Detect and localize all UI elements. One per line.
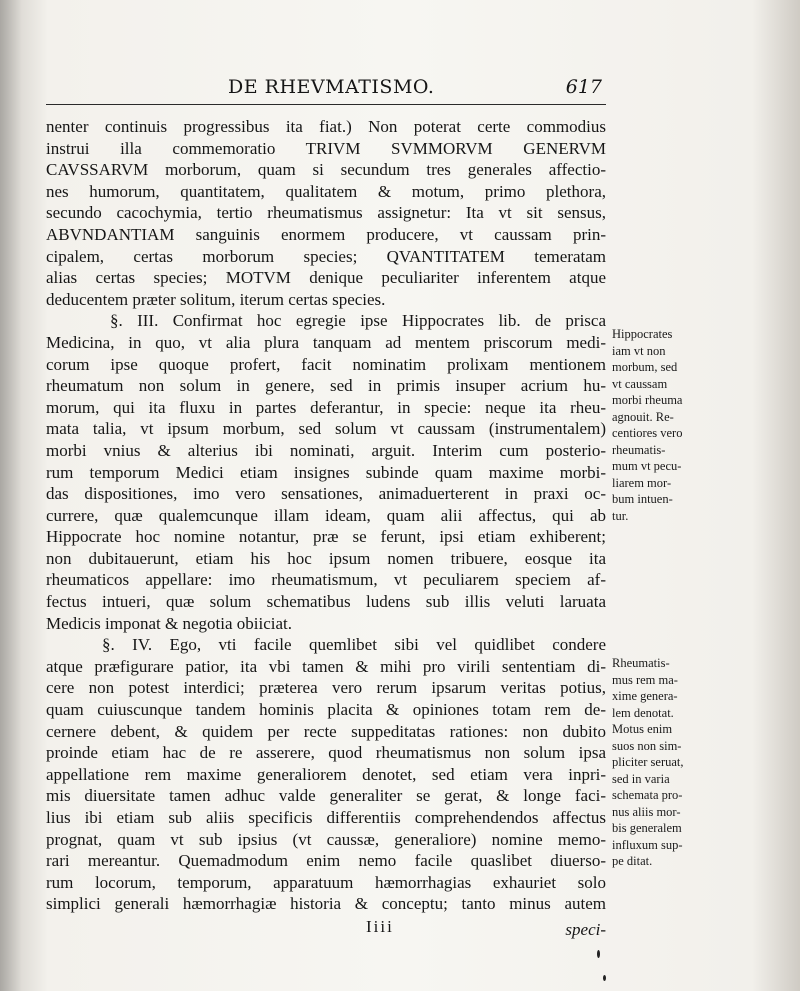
text-line: quam cuiuscunque tandem hominis placita & opiniones totam rem de- — [46, 700, 606, 720]
main-text-block — [46, 116, 606, 915]
text-line: morbi vnius & alterius ibi nominati, arguit. Interim cum posterio- — [46, 440, 606, 460]
text-line: das dispositiones, imo vero sensationes, animaduerterent in praxi oc- — [46, 484, 606, 504]
text-line: morum, qui ita fluxu in partes deferantur, in specie: neque ita rheu- — [46, 397, 606, 417]
margin-note-line: influxum sup- — [612, 837, 683, 852]
text-line: rum locorum, temporum, apparatuum hæmorrhagias exhauriet solo — [46, 872, 606, 892]
margin-note-line: agnouit. Re- — [612, 409, 674, 424]
text-line: CAVSSARVM morborum, quam si secundum tres generales affectio- — [46, 160, 606, 180]
paragraph-heading-line: §. III. Confirmat hoc egregie ipse Hippocrates lib. de prisca — [110, 311, 606, 331]
text-line: Medicis imponat & negotia obiiciat. — [46, 613, 292, 633]
gutter-shadow — [0, 0, 22, 991]
ink-speck — [603, 975, 606, 981]
margin-note-line: suos non sim- — [612, 738, 682, 753]
text-line: non dubitauerunt, etiam his hoc ipsum nomen tribuere, eosque ita — [46, 548, 606, 568]
margin-note-line: rheumatis- — [612, 442, 666, 457]
text-line: nenter continuis progressibus ita fiat.) Non poterat certe commodius — [46, 117, 606, 136]
page-footer — [46, 917, 606, 943]
margin-note-line: bum intuen- — [612, 492, 673, 506]
text-line: deducentem præter solitum, iterum certas species. — [46, 289, 386, 309]
text-line: rheumaticos appellare: imo rheumatismum, vt peculiarem speciem af- — [46, 570, 606, 590]
text-line: fectus intueri, quæ solum schematibus ludens sub illis veluti laruata — [46, 592, 606, 612]
text-line: instrui illa commemoratio TRIVM SVMMORVM GENERVM — [46, 138, 606, 158]
margin-note-line: bis generalem — [612, 821, 682, 835]
margin-note-line: sed in varia — [612, 771, 670, 786]
text-line: proinde etiam hac de re asserere, quod rheumatismus non solum ipsa — [46, 743, 606, 763]
text-line: currere, quæ qualemcunque illam ideam, quam alii affectus, qui ab — [46, 505, 606, 525]
margin-note-line: iam vt non — [612, 343, 666, 358]
margin-note-hippocrates — [612, 326, 722, 524]
ink-speck — [597, 950, 600, 958]
margin-note-line: centiores vero — [612, 426, 683, 440]
running-title: DE RHEVMATISMO. — [228, 76, 435, 98]
margin-note-line: schemata pro- — [612, 788, 683, 802]
text-line: appellatione rem maxime generaliorem denotet, sed etiam vera inpri- — [46, 764, 606, 784]
text-line: cipalem, certas morborum species; QVANTITATEM temeratam — [46, 246, 606, 266]
text-line: cere non potest interdici; præterea vero rerum ipsarum veritas potius, — [46, 678, 606, 698]
margin-note-line: morbum, sed — [612, 360, 678, 374]
margin-note-line: lem denotat. — [612, 705, 674, 720]
text-line: lius ibi etiam sub aliis specificis differentiis comprehendendos affectus — [46, 808, 606, 827]
text-line: rheumatum non solum in genere, sed in primis insuper acrium hu- — [46, 376, 606, 396]
text-line: Medicina, in quo, vt alia plura tanquam ad mentem priscorum medi- — [46, 332, 606, 352]
margin-note-line: xime genera- — [612, 689, 678, 703]
text-line: atque præfigurare patior, ita vbi tamen & mihi pro virili sententiam di- — [46, 656, 606, 676]
margin-note-line: Motus enim — [612, 722, 673, 736]
margin-note-line: Hippocrates — [612, 327, 673, 341]
margin-note-line: Rheumatis- — [612, 656, 670, 670]
text-line: nes humorum, quantitatem, qualitatem & motum, primo plethora, — [46, 181, 606, 201]
text-line: Hippocrate hoc nomine notantur, præ se ferunt, ipsi etiam exhiberent; — [46, 527, 606, 547]
margin-note-line: pliciter seruat, — [612, 755, 684, 769]
text-line: rum temporum Medici etiam insignes subinde quam maxime morbi- — [46, 462, 606, 482]
margin-note-line: tur. — [612, 508, 629, 523]
margin-note-line: liarem mor- — [612, 475, 672, 490]
text-line: cernere debent, & quidem per recte suppeditatas rationes: non dubito — [46, 721, 606, 741]
margin-note-line: vt caussam — [612, 376, 668, 391]
catchword: speci- — [565, 920, 606, 939]
margin-note-line: mus rem ma- — [612, 672, 678, 687]
text-line: secundo cacochymia, tertio rheumatismus assignetur: Ita vt sit sensus, — [46, 203, 606, 223]
paragraph-heading-line: §. IV. Ego, vti facile quemlibet sibi vel quidlibet condere — [102, 635, 606, 655]
text-line: corum ipse quoque profert, facit nominatim prolixam mentionem — [46, 354, 606, 374]
margin-note-line: nus aliis mor- — [612, 804, 681, 819]
text-line: mis diuersitate tamen adhuc valde generaliter se gerat, & longe faci- — [46, 786, 606, 806]
text-line: mata talia, vt ipsum morbum, sed solum vt caussam (instrumentalem) — [46, 419, 606, 439]
margin-note-line: morbi rheuma — [612, 393, 683, 407]
page-number: 617 — [565, 76, 602, 98]
margin-note-rheumatismus — [612, 655, 722, 870]
text-line: prognat, quam vt sub ipsius (vt caussæ, generaliore) nomine memo- — [46, 829, 606, 849]
text-line: alias certas species; MOTVM denique peculiariter inferentem atque — [46, 268, 606, 288]
text-line: ABVNDANTIAM sanguinis enormem producere, vt caussam prin- — [46, 224, 606, 244]
text-line: rari mereantur. Quemadmodum enim nemo facile quaslibet diuerso- — [46, 851, 606, 871]
text-line: simplici generali hæmorrhagiæ historia & conceptu; tanto minus autem — [46, 894, 606, 914]
page-header — [46, 70, 606, 105]
signature-mark: Iiii — [366, 917, 394, 936]
margin-note-line: pe ditat. — [612, 854, 653, 868]
margin-note-line: mum vt pecu- — [612, 459, 682, 473]
